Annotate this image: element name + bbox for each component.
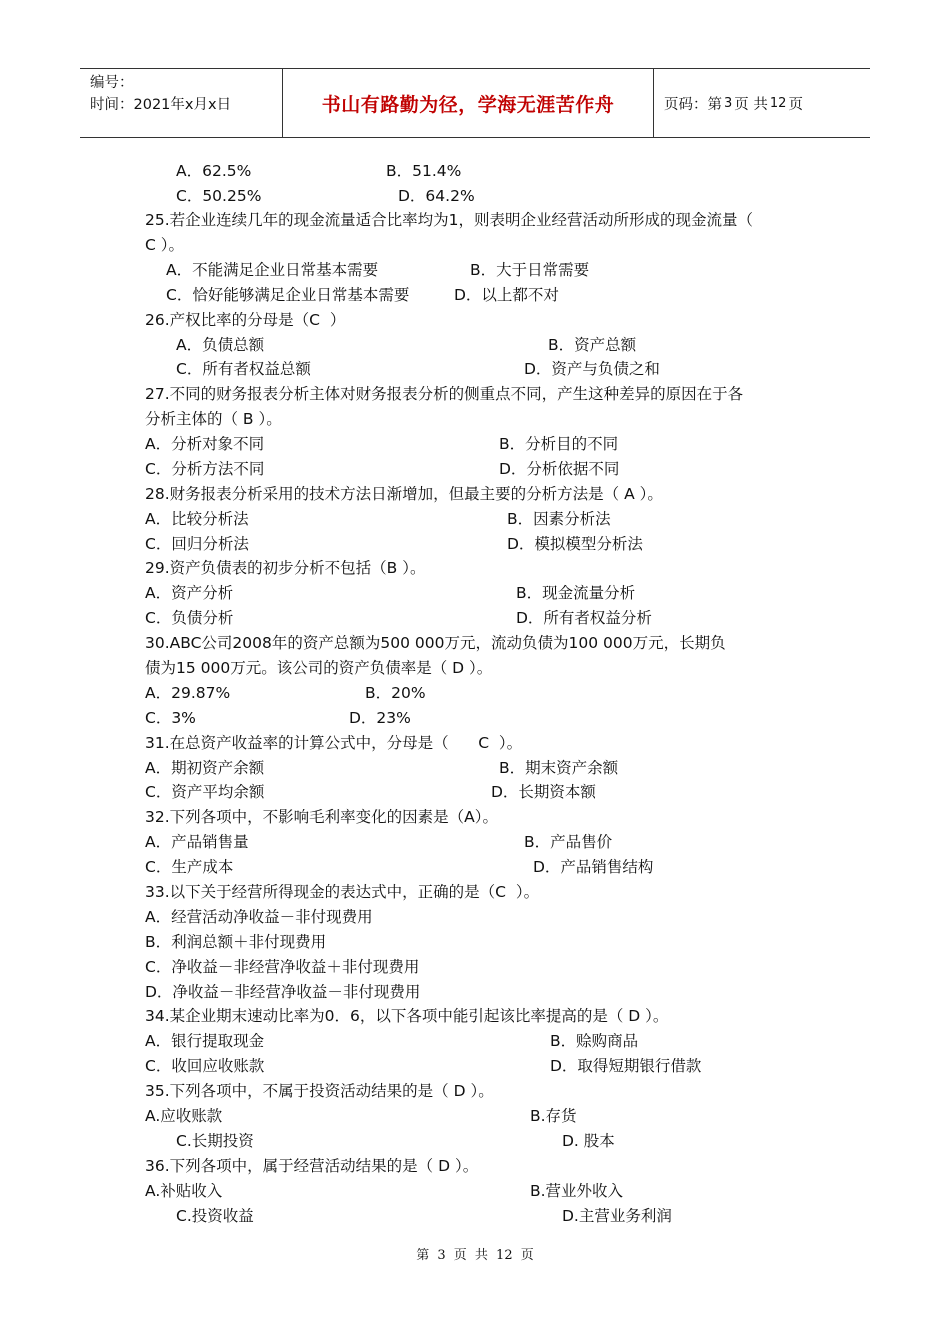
option-line: A．资产分析: [145, 584, 234, 602]
question-30: 30.ABC公司2008年的资产总额为500 000万元，流动负债为100 000万元，长期负: [145, 634, 726, 652]
option-line: A．产品销售量: [145, 833, 249, 851]
option-line: B．51.4%: [386, 162, 462, 180]
question-text: C ）。: [145, 236, 184, 254]
option-line: C．收回应收账款: [145, 1057, 265, 1075]
option-line: B．20%: [365, 684, 426, 702]
option-line: C．净收益－非经营净收益＋非付现费用: [145, 958, 420, 976]
question-34: 34.某企业期末速动比率为0．6，以下各项中能引起该比率提高的是（ D ）。: [145, 1007, 669, 1025]
question-25: 25.若企业连续几年的现金流量适合比率均为1，则表明企业经营活动所形成的现金流量（: [145, 211, 754, 229]
option-line: B.存货: [530, 1107, 577, 1125]
option-line: A．62.5%: [176, 162, 252, 180]
option-line: D．以上都不对: [454, 286, 559, 304]
question-text: 债为15 000万元。该公司的资产负债率是（ D ）。: [145, 659, 493, 677]
page-total: 12: [769, 95, 787, 111]
header-motto: 书山有路勤为径，学海无涯苦作舟: [282, 69, 654, 137]
option-line: D．净收益－非经营净收益－非付现费用: [145, 983, 421, 1001]
option-line: C．资产平均余额: [145, 783, 265, 801]
option-line: D.主营业务利润: [562, 1207, 672, 1225]
option-line: D．取得短期银行借款: [550, 1057, 702, 1075]
option-line: C．分析方法不同: [145, 460, 265, 478]
option-line: D．23%: [349, 709, 411, 727]
option-line: C．3%: [145, 709, 196, 727]
page-prefix: 页码：第: [664, 96, 722, 113]
option-line: B．期末资产余额: [499, 759, 619, 777]
option-line: A.应收账款: [145, 1107, 223, 1125]
option-line: A．不能满足企业日常基本需要: [166, 261, 379, 279]
option-line: A．比较分析法: [145, 510, 249, 528]
option-line: C.长期投资: [176, 1132, 254, 1150]
question-32: 32.下列各项中，不影响毛利率变化的因素是（A）。: [145, 808, 499, 826]
page-footer: 第 3 页 共 12 页: [416, 1248, 534, 1263]
option-line: A．负债总额: [176, 336, 265, 354]
option-line: A．分析对象不同: [145, 435, 265, 453]
option-line: D．模拟模型分析法: [507, 535, 643, 553]
option-line: B．利润总额＋非付现费用: [145, 933, 327, 951]
option-line: B．现金流量分析: [516, 584, 636, 602]
option-line: C．所有者权益总额: [176, 360, 311, 378]
question-36: 36.下列各项中，属于经营活动结果的是（ D ）。: [145, 1157, 479, 1175]
option-line: A．经营活动净收益－非付现费用: [145, 908, 373, 926]
option-line: D．资产与负债之和: [524, 360, 660, 378]
option-line: D．分析依据不同: [499, 460, 620, 478]
option-line: A．期初资产余额: [145, 759, 265, 777]
number-label: 编号：: [90, 75, 134, 91]
option-line: C．恰好能够满足企业日常基本需要: [166, 286, 410, 304]
option-line: D．产品销售结构: [533, 858, 654, 876]
question-text: 分析主体的（ B ）。: [145, 410, 282, 428]
option-line: A．银行提取现金: [145, 1032, 265, 1050]
option-line: B．赊购商品: [550, 1032, 639, 1050]
question-27: 27.不同的财务报表分析主体对财务报表分析的侧重点不同，产生这种差异的原因在于各: [145, 385, 744, 403]
option-line: D．64.2%: [398, 187, 475, 205]
option-line: B.营业外收入: [530, 1182, 624, 1200]
question-31: 31.在总资产收益率的计算公式中，分母是（ C ）。: [145, 734, 523, 752]
question-35: 35.下列各项中，不属于投资活动结果的是（ D ）。: [145, 1082, 494, 1100]
option-line: A．29.87%: [145, 684, 231, 702]
question-26: 26.产权比率的分母是（C ）: [145, 311, 346, 329]
option-line: B．因素分析法: [507, 510, 611, 528]
page-current: 3: [724, 95, 733, 111]
question-33: 33.以下关于经营所得现金的表达式中，正确的是（C ）。: [145, 883, 540, 901]
option-line: D. 股本: [562, 1132, 615, 1150]
page-suffix: 页: [788, 96, 803, 113]
option-line: C．50.25%: [176, 187, 262, 205]
option-line: C.投资收益: [176, 1207, 254, 1225]
option-line: C．负债分析: [145, 609, 234, 627]
option-line: B．大于日常需要: [470, 261, 590, 279]
question-28: 28.财务报表分析采用的技术方法日渐增加，但最主要的分析方法是（ A ）。: [145, 485, 663, 503]
option-line: C．生产成本: [145, 858, 234, 876]
option-line: A.补贴收入: [145, 1182, 223, 1200]
time-label: 时间：: [90, 97, 134, 113]
option-line: B．分析目的不同: [499, 435, 619, 453]
question-29: 29.资产负债表的初步分析不包括（B ）。: [145, 559, 426, 577]
option-line: C．回归分析法: [145, 535, 249, 553]
date-value: 2021年x月x日: [133, 97, 232, 113]
option-line: B．资产总额: [548, 336, 637, 354]
option-line: D．所有者权益分析: [516, 609, 652, 627]
page-mid: 页 共: [734, 96, 768, 113]
option-line: B．产品售价: [524, 833, 613, 851]
option-line: D．长期资本额: [491, 783, 596, 801]
